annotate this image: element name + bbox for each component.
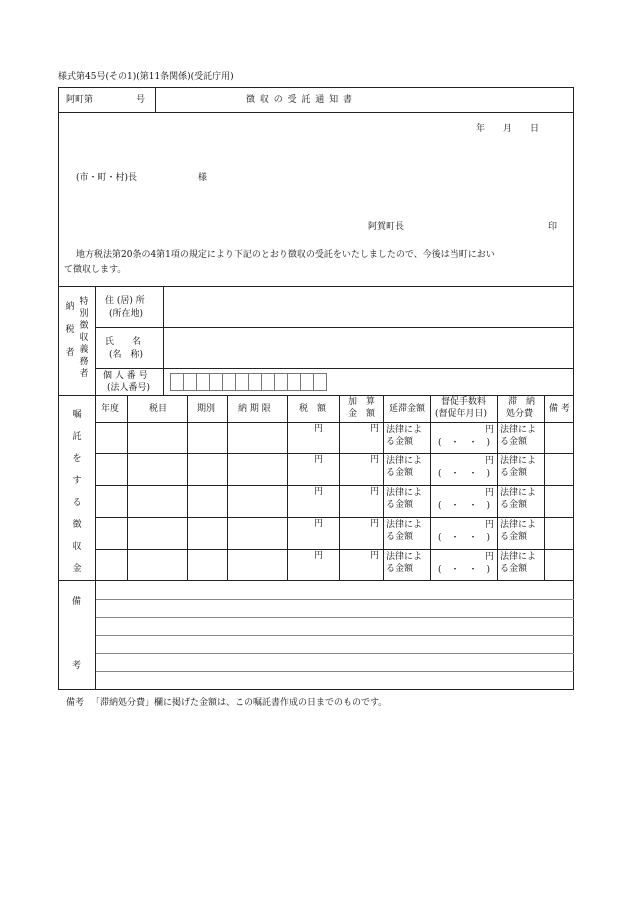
additional-yen: 円 [370,487,380,497]
header-tax-item: 税目 [149,404,168,414]
obligor-side-label-2: 特 別 徴 収 義 務 者 [79,297,89,379]
id-digit-box[interactable] [300,373,314,391]
id-digit-box[interactable] [235,373,249,391]
late-fee-legal: 法律によ [386,425,423,435]
arrears-legal-2: る金額 [500,564,528,574]
dunning-yen: 円 [485,552,495,562]
dunning-date: ( ・ ・ ) [438,501,491,511]
header-tax-amount: 税 額 [299,404,327,414]
number-suffix: 号 [136,95,146,105]
late-fee-legal-2: る金額 [386,500,414,510]
form-title: 徴 収 の 受 託 通 知 書 [246,95,354,105]
late-fee-legal-2: る金額 [386,532,414,542]
notes-label-bottom: 考 [72,661,82,671]
arrears-legal: 法律によ [500,425,537,435]
id-label-sub: (法人番号) [107,383,151,393]
id-digit-box[interactable] [170,373,184,391]
dunning-yen: 円 [485,425,495,435]
header-late-fee: 延滞金額 [389,404,426,414]
id-digit-box[interactable] [222,373,236,391]
header-arrears: 滞 納 [508,397,536,407]
header-additional: 加 算 [348,397,376,407]
sender: 阿賀町長 [368,222,405,232]
dunning-yen: 円 [485,488,495,498]
dunning-date: ( ・ ・ ) [438,469,491,479]
header-arrears-2: 処分費 [506,409,534,419]
id-digit-box[interactable] [261,373,275,391]
name-label-sub: (名 称) [109,350,144,360]
arrears-legal-2: る金額 [500,468,528,478]
tax-amount-yen: 円 [314,551,324,561]
late-fee-legal-2: る金額 [386,437,414,447]
arrears-legal: 法律によ [500,520,537,530]
late-fee-legal-2: る金額 [386,564,414,574]
id-digit-box[interactable] [209,373,223,391]
arrears-legal-2: る金額 [500,532,528,542]
id-digit-box[interactable] [196,373,210,391]
tax-amount-yen: 円 [314,424,324,434]
tax-amount-yen: 円 [314,519,324,529]
dunning-yen: 円 [485,520,495,530]
tax-amount-yen: 円 [314,455,324,465]
header-deadline: 納 期 限 [238,404,271,414]
address-field[interactable] [164,287,573,327]
tax-amount-yen: 円 [314,487,324,497]
name-field[interactable] [164,328,573,368]
addressee-sama: 様 [198,173,208,183]
header-additional-2: 金 額 [348,409,376,419]
form-number: 様式第45号(その1)(第11条関係)(受託庁用) [58,72,234,82]
obligor-side-label-1: 納 税 者 [65,302,75,358]
dunning-date: ( ・ ・ ) [438,438,491,448]
body-line-2: て徴収します。 [64,265,127,275]
dunning-yen: 円 [485,456,495,466]
id-digit-box[interactable] [313,373,327,391]
id-digit-box[interactable] [274,373,288,391]
late-fee-legal: 法律によ [386,520,423,530]
additional-yen: 円 [370,455,380,465]
footer-text: 「滞納処分費」欄に掲げた金額は、この嘱託書作成の日までのものです。 [91,698,388,708]
name-label: 氏 名 [105,337,142,347]
late-fee-legal: 法律によ [386,488,423,498]
arrears-legal-2: る金額 [500,500,528,510]
notes-label-top: 備 [72,597,82,607]
date-field: 年 月 日 [476,124,540,134]
late-fee-legal: 法律によ [386,456,423,466]
id-digit-box[interactable] [287,373,301,391]
arrears-legal: 法律によ [500,456,537,466]
late-fee-legal-2: る金額 [386,468,414,478]
header-remarks: 備 考 [549,404,570,414]
seal-mark: 印 [548,222,558,232]
id-digit-box[interactable] [183,373,197,391]
body-line-1: 地方税法第20条の4第1項の規定により下記のとおり徴収の受託をいたしましたので、今後は当町におい [76,250,495,260]
arrears-legal: 法律によ [500,552,537,562]
id-number-boxes[interactable] [170,373,330,391]
additional-yen: 円 [370,551,380,561]
header-dunning: 督促手数料 [441,397,487,407]
town-number-label: 阿町第 [66,95,94,105]
header-year: 年度 [101,404,120,414]
address-label-sub: (所在地) [109,309,144,319]
arrears-legal-2: る金額 [500,437,528,447]
footer-label: 備考 [66,698,85,708]
collection-side-label: 嘱 託 を す る 徴 収 金 [72,410,82,574]
header-dunning-date: (督促年月日) [435,409,488,419]
id-label: 個 人 番 号 [103,371,148,381]
dunning-date: ( ・ ・ ) [438,565,491,575]
additional-yen: 円 [370,519,380,529]
arrears-legal: 法律によ [500,488,537,498]
additional-yen: 円 [370,424,380,434]
address-label: 住 (居) 所 [105,296,145,306]
id-digit-box[interactable] [248,373,262,391]
dunning-date: ( ・ ・ ) [438,533,491,543]
addressee: (市・町・村)長 [76,173,138,183]
notes-area[interactable] [96,581,573,689]
late-fee-legal: 法律によ [386,552,423,562]
header-period: 期別 [197,404,216,414]
